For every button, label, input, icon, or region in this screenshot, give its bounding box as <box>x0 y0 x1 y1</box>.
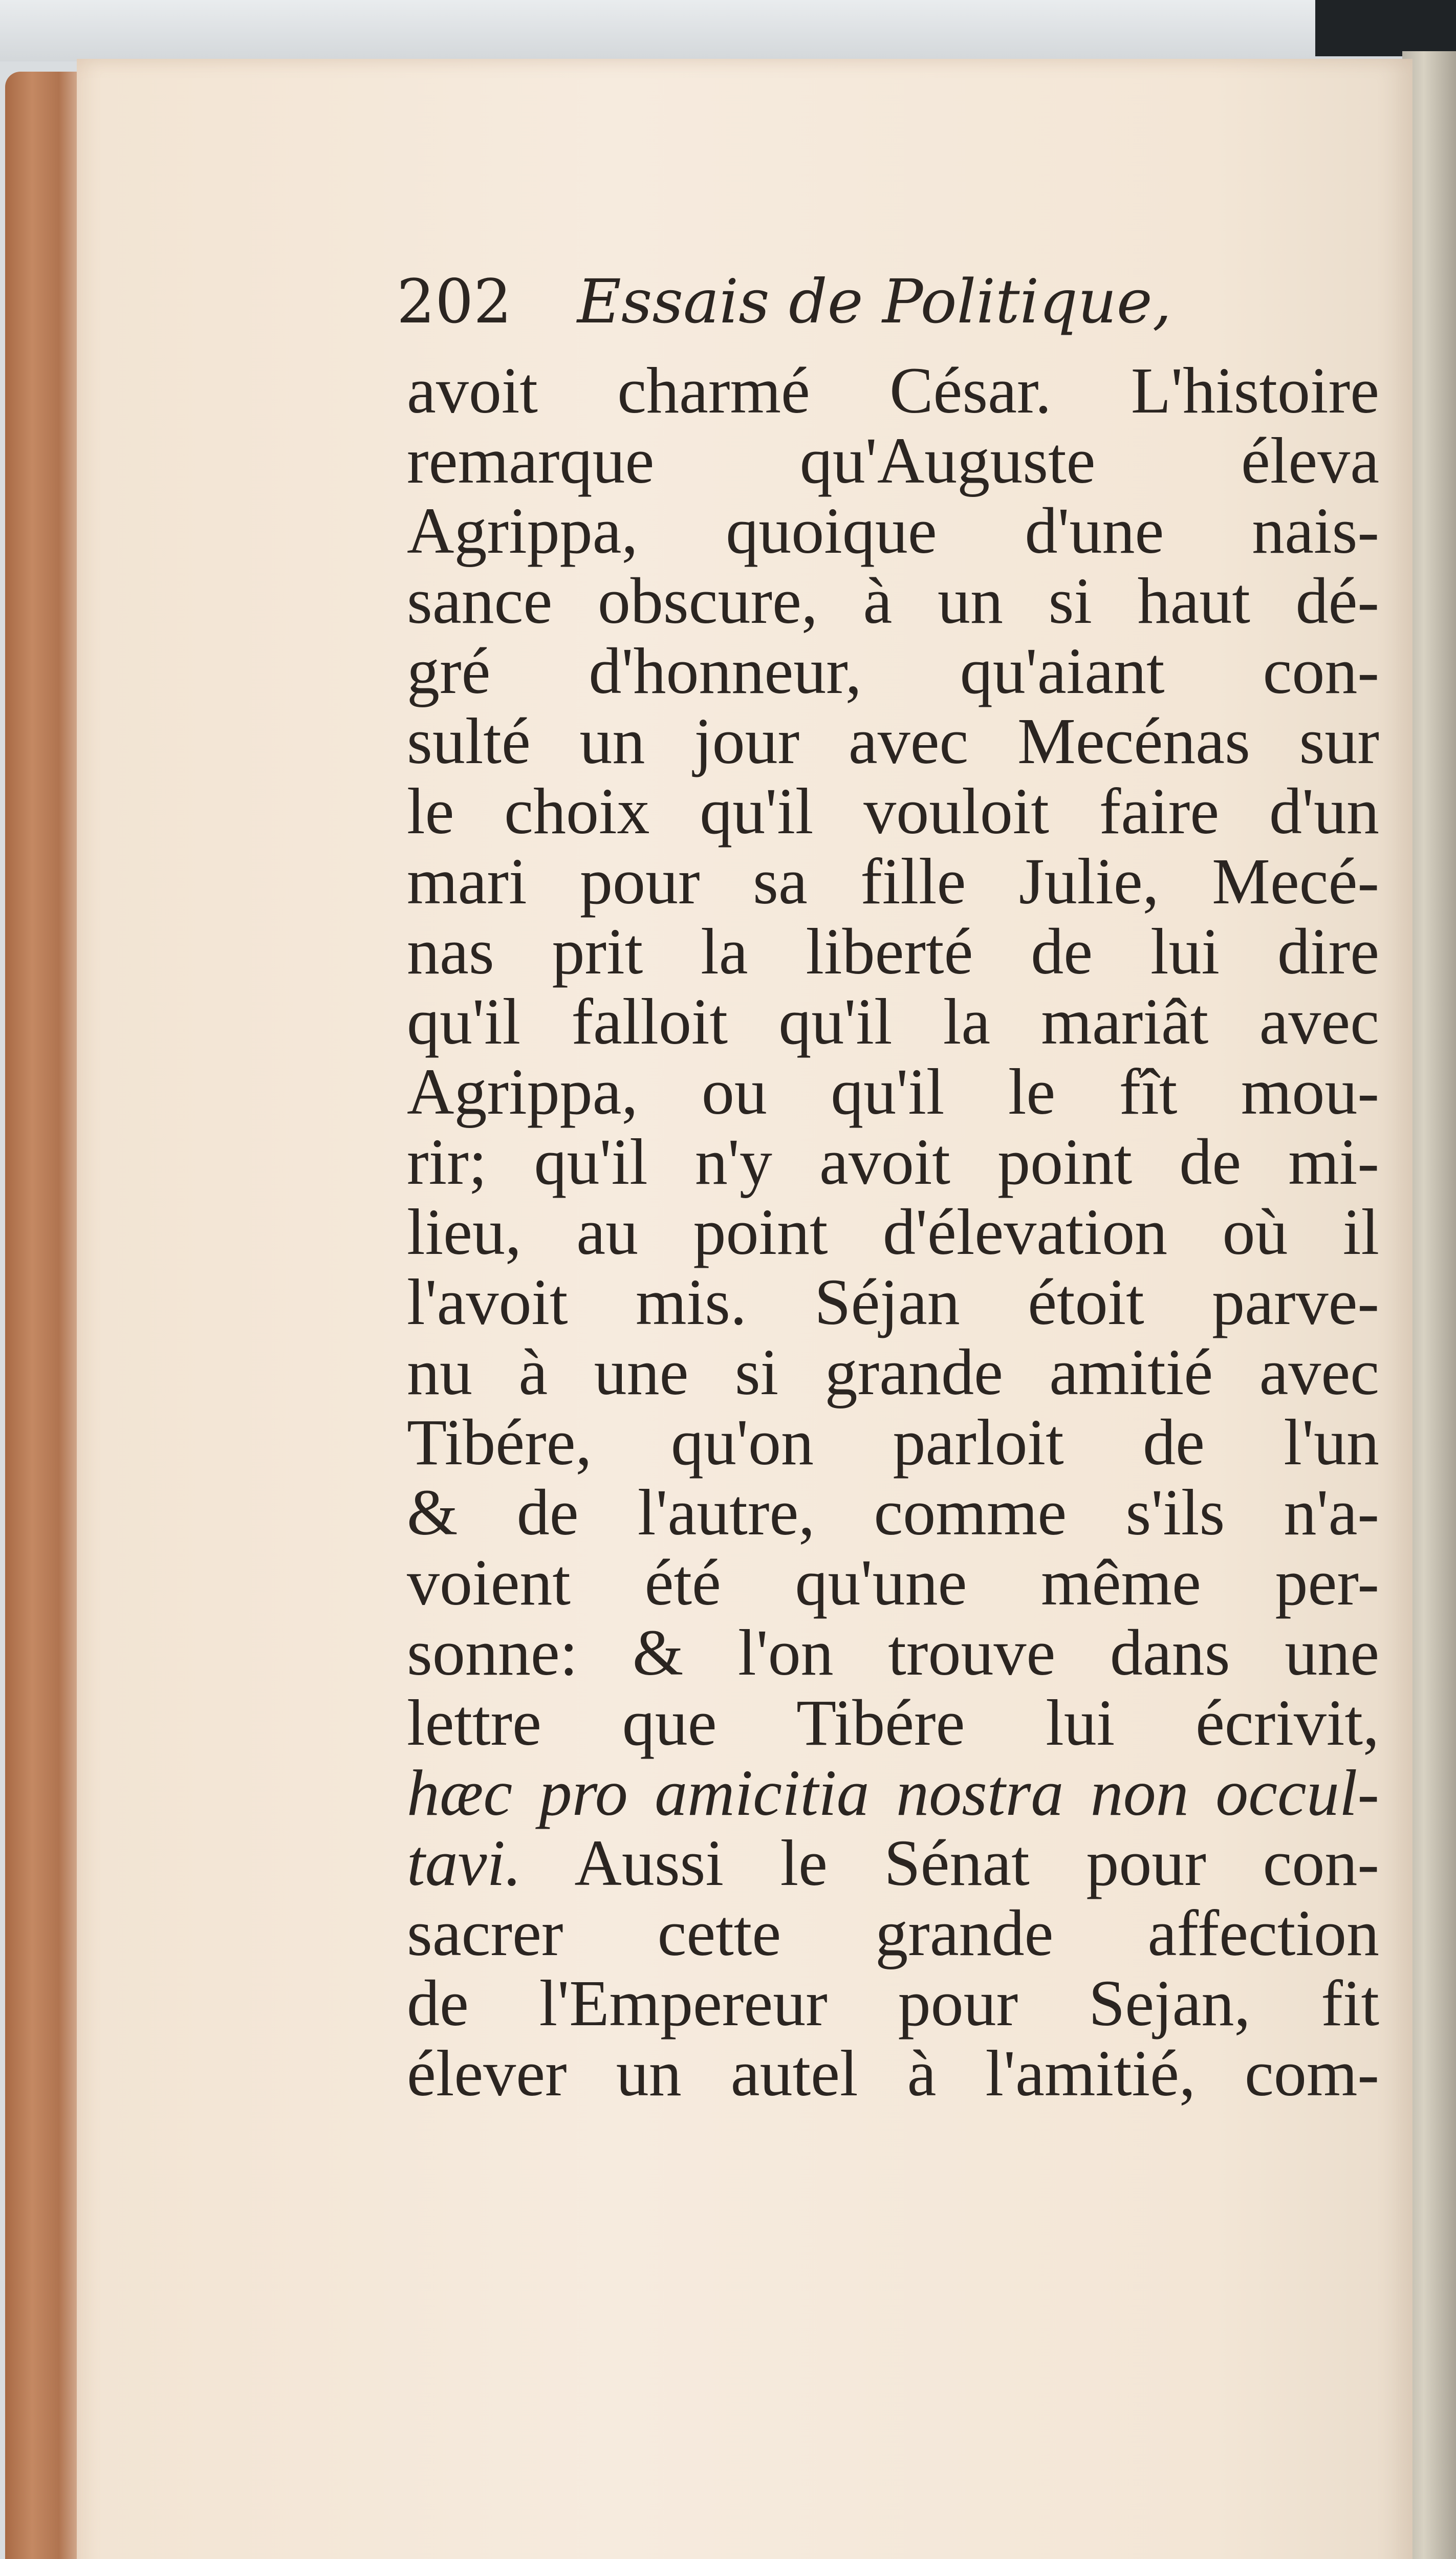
page-edge <box>5 72 82 2559</box>
text-line: lieu, au point d'élevation où il <box>407 1196 1379 1268</box>
text-line: sonne: & l'on trouve dans une <box>407 1616 1379 1689</box>
body-text <box>407 356 1379 2109</box>
text-line: nas prit la liberté de lui dire <box>407 915 1379 988</box>
latin-quote-end: tavi. <box>407 1827 521 1899</box>
text-line-mixed <box>407 1828 1379 1898</box>
text-line: qu'il falloit qu'il la mariât avec <box>407 985 1379 1058</box>
text-line: Agrippa, ou qu'il le fît mou- <box>407 1055 1379 1128</box>
running-header <box>397 266 1172 338</box>
text-line: remarque qu'Auguste éleva <box>407 424 1379 497</box>
text-line: de l'Empereur pour Sejan, fit <box>407 1967 1379 2040</box>
book-binding-top <box>1315 0 1456 56</box>
text-line: élever un autel à l'amitié, com- <box>407 2037 1379 2110</box>
text-line: lettre que Tibére lui écrivit, <box>407 1686 1379 1759</box>
background-top <box>0 0 1456 61</box>
text-line: Tibére, qu'on parloit de l'un <box>407 1406 1379 1479</box>
text-line: Agrippa, quoique d'une nais- <box>407 494 1379 567</box>
text-line: sacrer cette grande affection <box>407 1897 1379 1969</box>
text-line-continuation: Aussi le Sénat pour con- <box>521 1827 1379 1899</box>
text-line: sance obscure, à un si haut dé- <box>407 565 1379 637</box>
text-line: l'avoit mis. Séjan étoit parve- <box>407 1266 1379 1338</box>
text-line: voient été qu'une même per- <box>407 1546 1379 1619</box>
text-line: nu à une si grande amitié avec <box>407 1336 1379 1408</box>
text-line: avoit charmé César. L'histoire <box>407 354 1379 427</box>
text-line: gré d'honneur, qu'aiant con- <box>407 635 1379 707</box>
text-line: sulté un jour avec Mecénas sur <box>407 705 1379 777</box>
latin-quote-line: hæc pro amicitia nostra non occul- <box>407 1756 1379 1829</box>
text-line: mari pour sa fille Julie, Mecé- <box>407 845 1379 918</box>
text-line: rir; qu'il n'y avoit point de mi- <box>407 1125 1379 1198</box>
page-number: 202 <box>397 266 512 337</box>
text-line: le choix qu'il vouloit faire d'un <box>407 775 1379 848</box>
running-title: Essais de Politique, <box>577 266 1172 337</box>
text-line: & de l'autre, comme s'ils n'a- <box>407 1476 1379 1549</box>
